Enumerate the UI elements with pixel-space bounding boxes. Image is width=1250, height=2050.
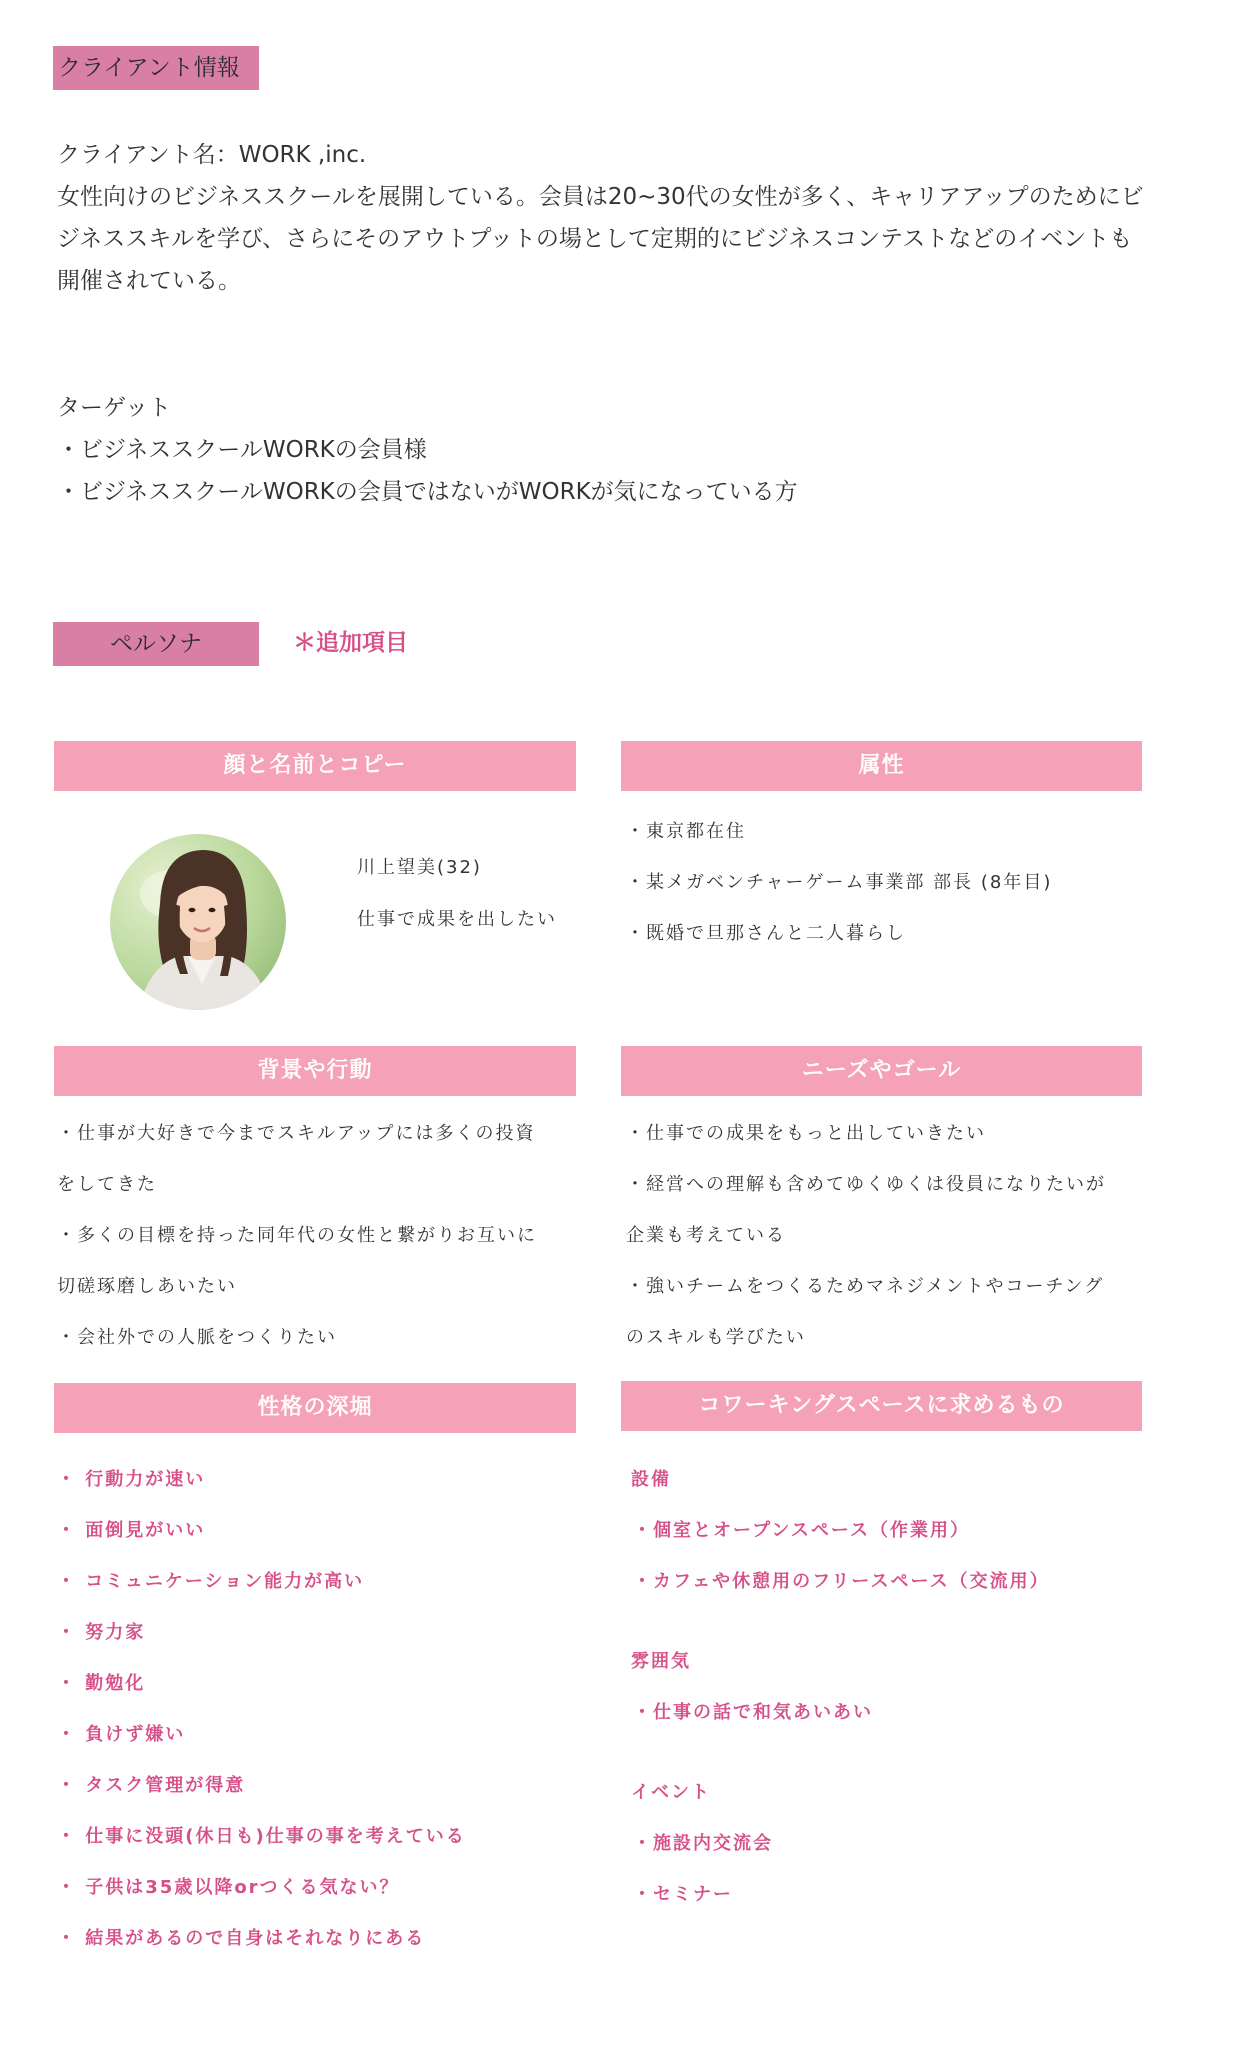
list-item: ・カフェや休憩用のフリースペース（交流用）: [633, 1571, 1050, 1592]
background-behavior-header: 背景や行動: [54, 1046, 576, 1096]
list-item: 切磋琢磨しあいたい: [57, 1276, 237, 1297]
client-description: [57, 134, 1207, 302]
list-item: ・ タスク管理が得意: [57, 1775, 246, 1796]
list-item: をしてきた: [57, 1174, 157, 1195]
list-item: ・某メガベンチャーゲーム事業部 部長 (8年目): [626, 872, 1053, 893]
list-item: のスキルも学びたい: [626, 1327, 806, 1348]
list-item: ・ 努力家: [57, 1622, 146, 1643]
coworking-wants-header: コワーキングスペースに求めるもの: [621, 1381, 1142, 1431]
target-item: ・ビジネススクールWORKの会員様: [57, 437, 427, 463]
persona-name-copy: [357, 842, 557, 946]
attributes-header: 属性: [621, 741, 1142, 791]
persona-label: ペルソナ: [53, 622, 259, 666]
list-item: ・経営への理解も含めてゆくゆくは役員になりたいが: [626, 1174, 1106, 1195]
list-item: ・仕事での成果をもっと出していきたい: [626, 1123, 986, 1144]
list-item: ・ 行動力が速い: [57, 1469, 206, 1490]
list-item: ・ 面倒見がいい: [57, 1520, 206, 1541]
list-item: ・ 子供は35歳以降orつくる気ない？: [57, 1877, 400, 1898]
coworking-atmosphere: [631, 1636, 873, 1738]
list-item: ・施設内交流会: [633, 1833, 773, 1854]
client-name: クライアント名：WORK ,inc.: [57, 142, 367, 168]
atmosphere-title: 雰囲気: [631, 1651, 691, 1672]
list-item: ・既婚で旦那さんと二人暮らし: [626, 923, 906, 944]
target-section: [57, 387, 1157, 513]
attributes-list: [626, 806, 1052, 959]
client-info-label: クライアント情報: [53, 46, 259, 90]
persona-photo: [110, 834, 286, 1010]
list-item: ・ 勤勉化: [57, 1673, 146, 1694]
personality-header: 性格の深堀: [54, 1383, 576, 1433]
coworking-event: [631, 1767, 773, 1920]
background-list: [57, 1108, 537, 1363]
list-item: ・ コミュニケーション能力が高い: [57, 1571, 365, 1592]
list-item: ・会社外での人脈をつくりたい: [57, 1327, 337, 1348]
persona-avatar: [110, 834, 286, 1010]
persona-copy: 仕事で成果を出したい: [357, 909, 557, 930]
list-item: ・多くの目標を持った同年代の女性と繋がりお互いに: [57, 1225, 537, 1246]
list-item: ・ 負けず嫌い: [57, 1724, 186, 1745]
needs-goals-header: ニーズやゴール: [621, 1046, 1142, 1096]
list-item: ・強いチームをつくるためマネジメントやコーチング: [626, 1276, 1105, 1297]
added-items-note: ＊追加項目: [293, 630, 408, 656]
needs-list: [626, 1108, 1106, 1363]
list-item: ・個室とオープンスペース（作業用）: [633, 1520, 970, 1541]
list-item: ・東京都在住: [626, 821, 746, 842]
list-item: 企業も考えている: [626, 1225, 786, 1246]
list-item: ・ 結果があるので自身はそれなりにある: [57, 1928, 426, 1949]
list-item: ・ 仕事に没頭(休日も)仕事の事を考えている: [57, 1826, 466, 1847]
client-desc-line: 女性向けのビジネススクールを展開している。会員は20~30代の女性が多く、キャリアアップのためにビ: [57, 184, 1144, 210]
face-name-copy-header: 顔と名前とコピー: [54, 741, 576, 791]
facility-title: 設備: [631, 1469, 671, 1490]
event-title: イベント: [631, 1782, 711, 1803]
target-title: ターゲット: [57, 395, 172, 421]
personality-list: [57, 1454, 466, 1964]
list-item: ・セミナー: [633, 1884, 733, 1905]
list-item: ・仕事が大好きで今までスキルアップには多くの投資: [57, 1123, 536, 1144]
list-item: ・仕事の話で和気あいあい: [633, 1702, 873, 1723]
target-item: ・ビジネススクールWORKの会員ではないがWORKが気になっている方: [57, 479, 798, 505]
persona-name: 川上望美(32): [357, 857, 482, 878]
coworking-facility: [631, 1454, 1050, 1607]
client-desc-line: ジネススキルを学び、さらにそのアウトプットの場として定期的にビジネスコンテストなどのイベントも: [57, 226, 1133, 252]
client-desc-line: 開催されている。: [57, 268, 241, 294]
